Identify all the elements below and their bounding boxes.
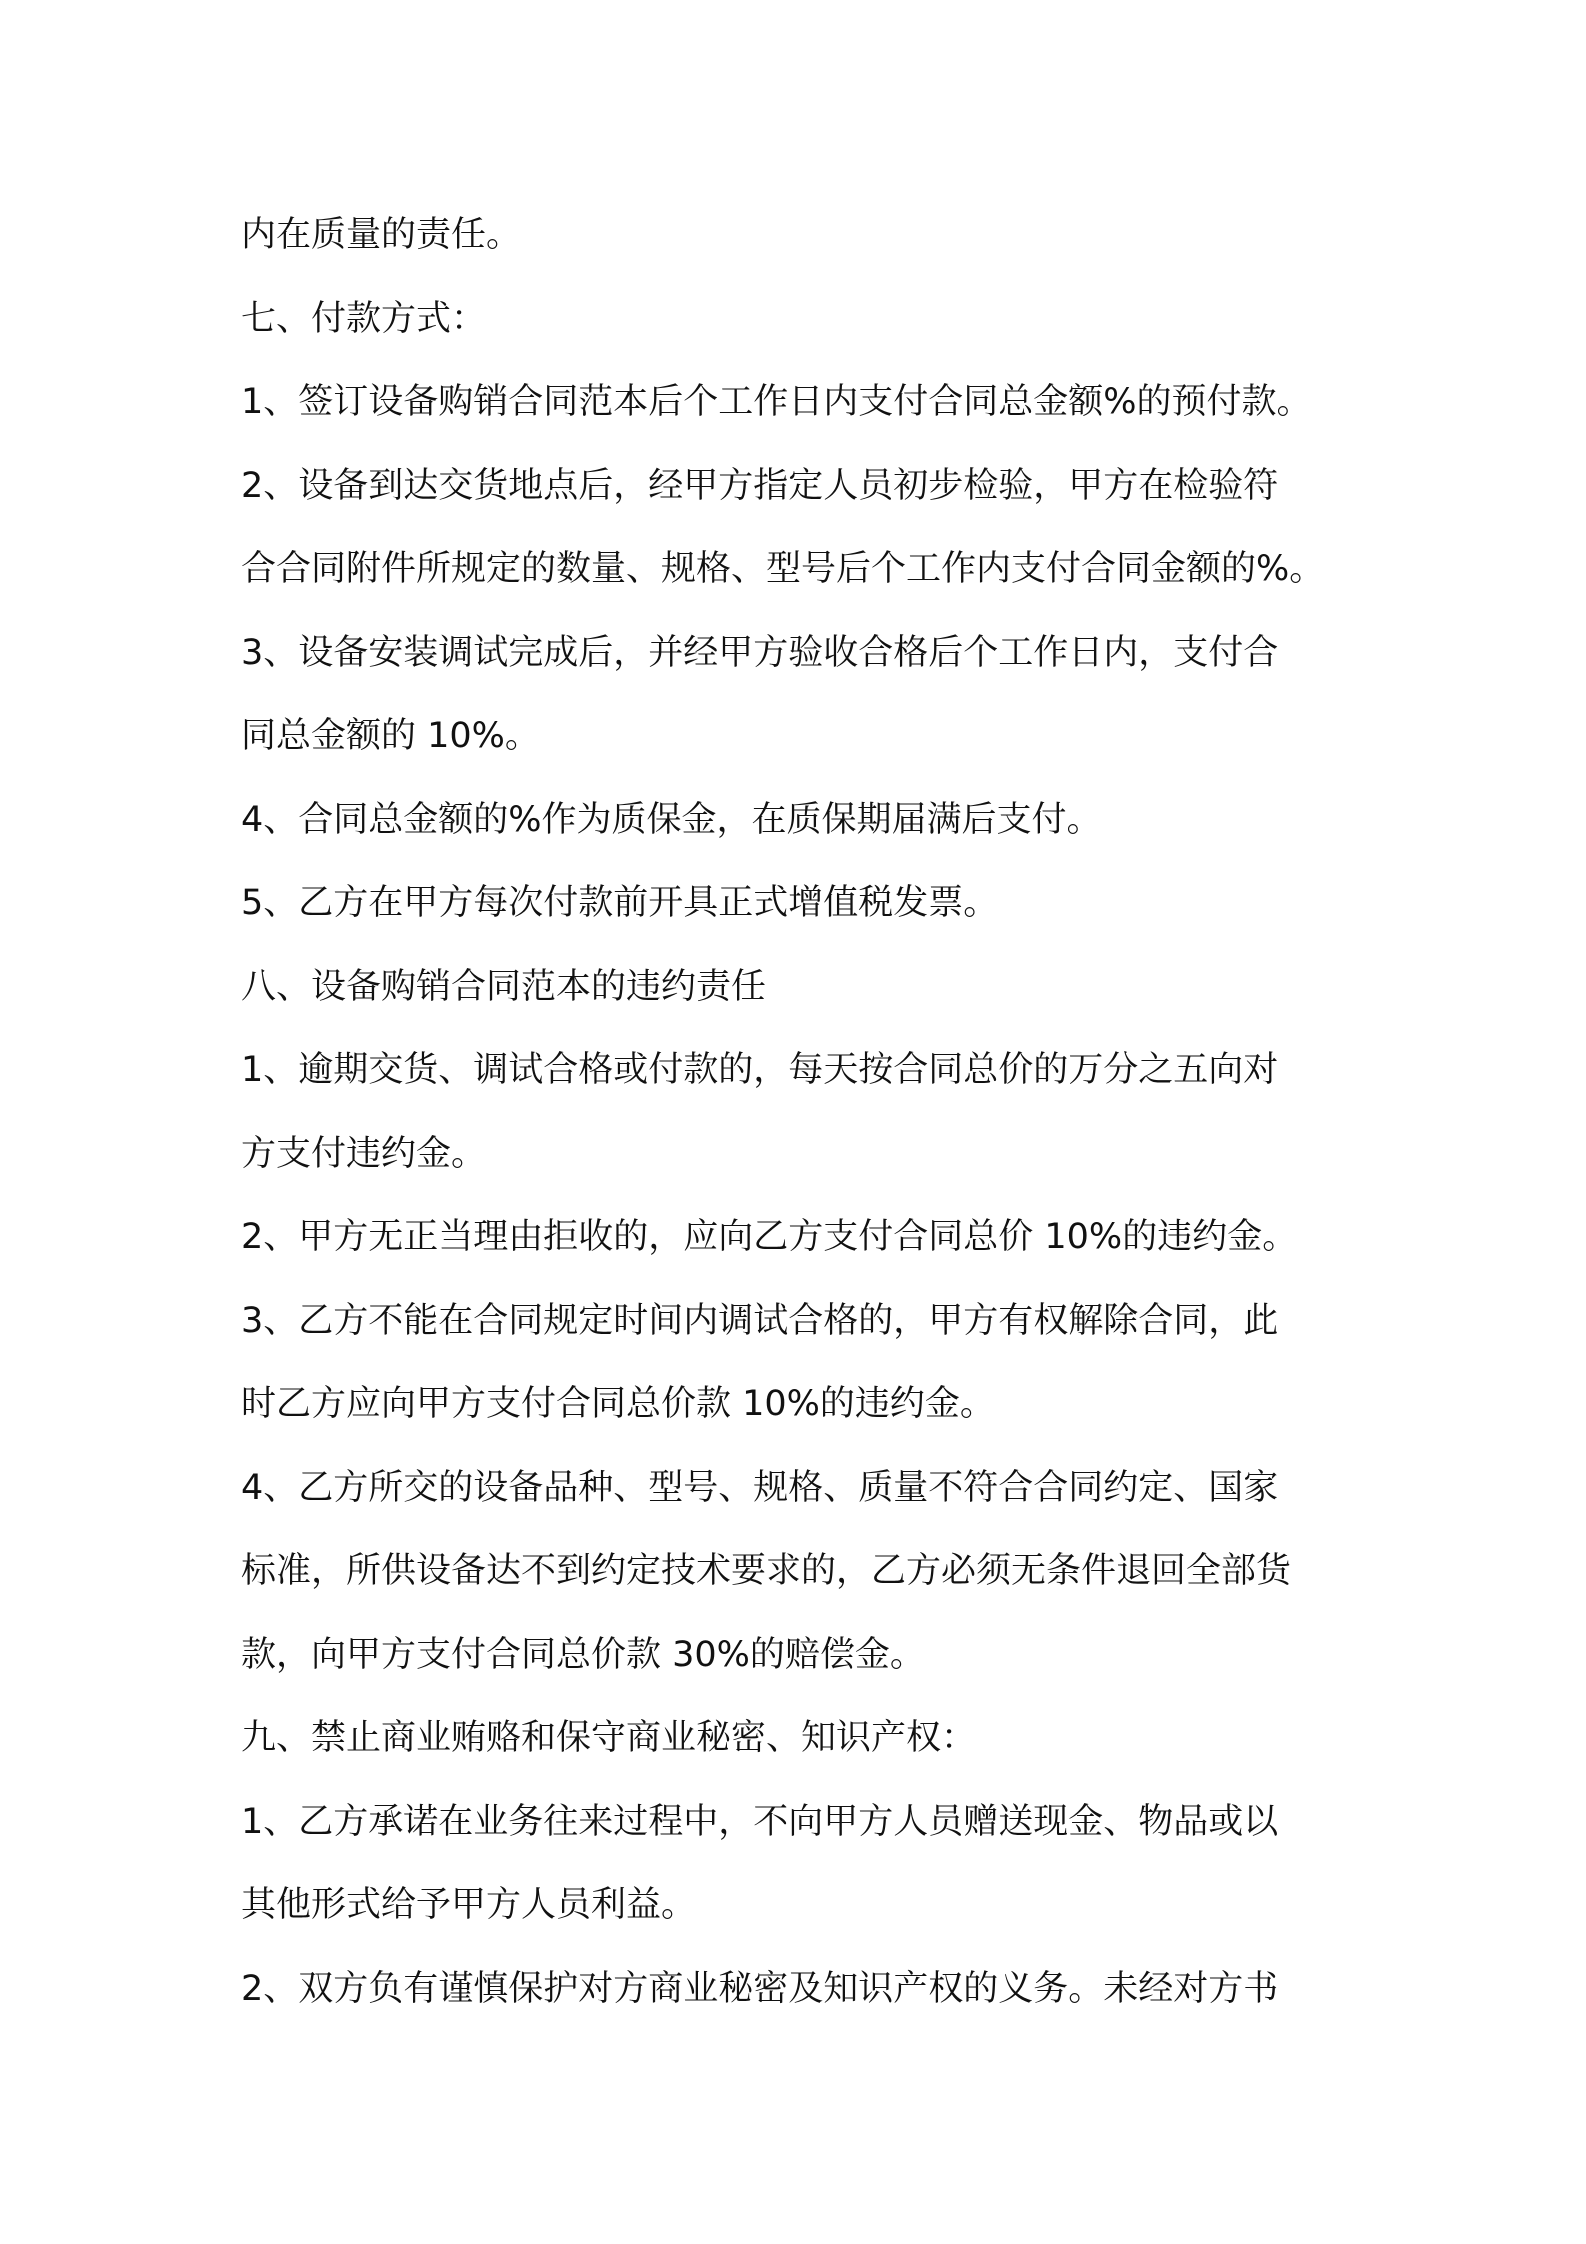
text-line: 内在质量的责任。 (241, 215, 522, 255)
text-line: 3、乙方不能在合同规定时间内调试合格的，甲方有权解除合同，此 (241, 1300, 1279, 1341)
text-line: 4、乙方所交的设备品种、型号、规格、质量不符合合同约定、国家 (241, 1467, 1279, 1508)
text-line: 3、设备安装调试完成后，并经甲方验收合格后个工作日内，支付合 (241, 632, 1279, 673)
section-heading-confidentiality: 九、禁止商业贿赂和保守商业秘密、知识产权： (241, 1718, 977, 1758)
text-line: 1、签订设备购销合同范本后个工作日内支付合同总金额%的预付款。 (241, 382, 1312, 422)
text-line: 2、双方负有谨慎保护对方商业秘密及知识产权的义务。未经对方书 (241, 1968, 1279, 2009)
text-line: 合合同附件所规定的数量、规格、型号后个工作内支付合同金额的%。 (241, 549, 1325, 589)
text-line: 4、合同总金额的%作为质保金，在质保期届满后支付。 (241, 799, 1102, 840)
text-line: 2、设备到达交货地点后，经甲方指定人员初步检验，甲方在检验符 (241, 465, 1279, 506)
text-line: 时乙方应向甲方支付合同总价款 10%的违约金。 (241, 1384, 995, 1424)
section-heading-liability: 八、设备购销合同范本的违约责任 (241, 966, 767, 1007)
text-line: 1、逾期交货、调试合格或付款的，每天按合同总价的万分之五向对 (241, 1050, 1279, 1090)
document-body (241, 194, 1371, 2031)
text-line: 款，向甲方支付合同总价款 30%的赔偿金。 (241, 1634, 925, 1675)
text-line: 1、乙方承诺在业务往来过程中，不向甲方人员赠送现金、物品或以 (241, 1801, 1279, 1842)
text-line: 5、乙方在甲方每次付款前开具正式增值税发票。 (241, 883, 999, 923)
text-line: 方支付违约金。 (241, 1133, 487, 1174)
text-line: 同总金额的 10%。 (241, 716, 540, 756)
text-line: 标准，所供设备达不到约定技术要求的，乙方必须无条件退回全部货 (241, 1551, 1292, 1591)
text-line: 2、甲方无正当理由拒收的，应向乙方支付合同总价 10%的违约金。 (241, 1217, 1298, 1257)
text-line: 其他形式给予甲方人员利益。 (241, 1885, 697, 1925)
section-heading-payment: 七、付款方式： (241, 298, 487, 339)
